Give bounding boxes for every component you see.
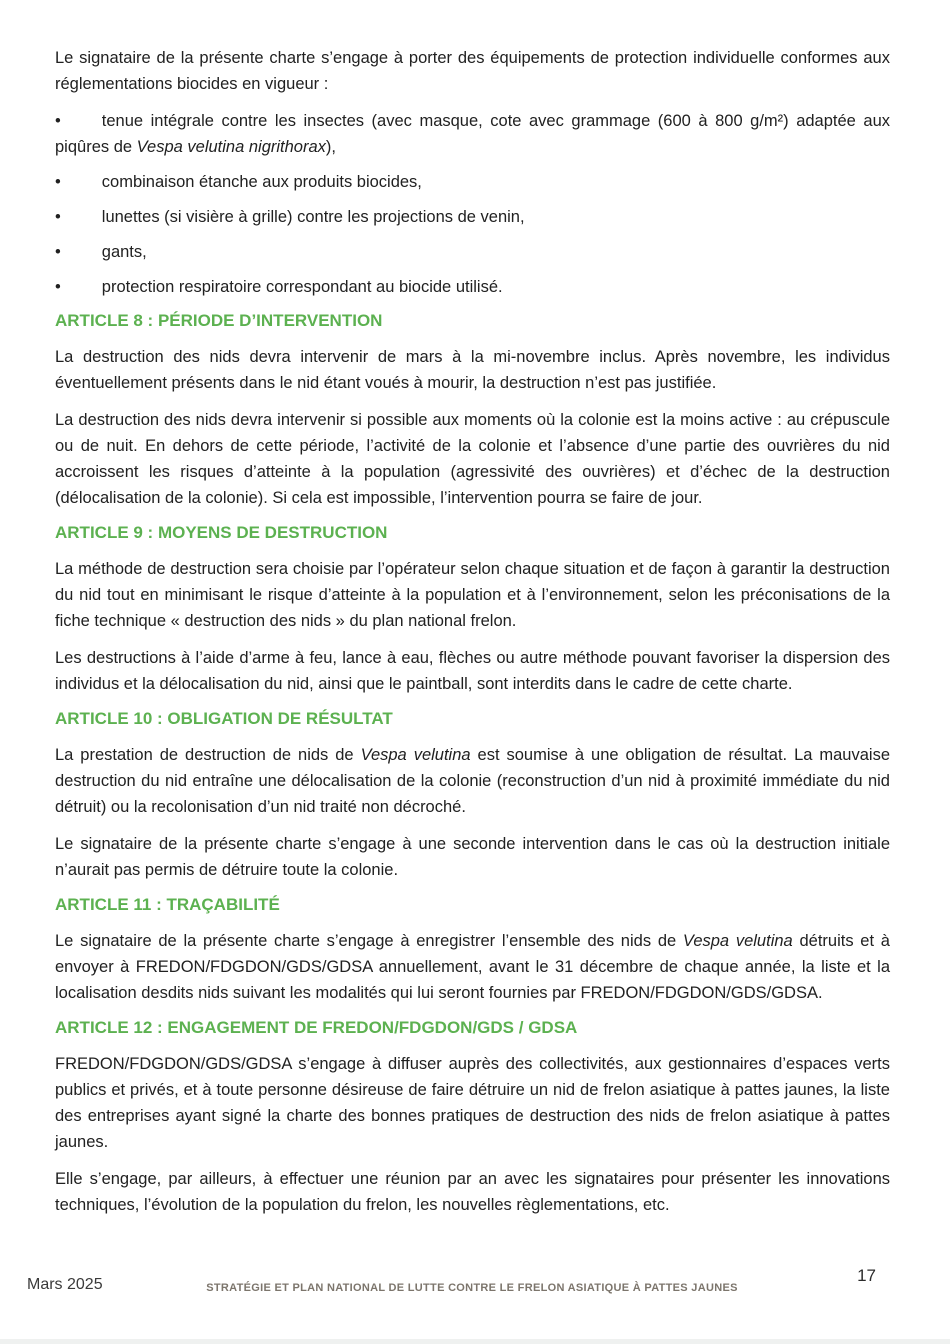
bullet-item-protection-respiratoire — [55, 274, 890, 300]
article-10-paragraph-2: Le signataire de la présente charte s’engage à une seconde intervention dans le cas où la destruction initiale n’aurait pas permis de détruire toute la colonie. — [55, 835, 890, 879]
article-12-paragraph-2: Elle s’engage, par ailleurs, à effectuer une réunion par an avec les signataires pour présenter les innovations techniques, l’évolution de la population du frelon, les nouvelles règlementations, etc. — [55, 1170, 890, 1214]
species-name-italic: Vespa velutina — [360, 746, 471, 764]
article-8-paragraph-1: La destruction des nids devra intervenir de mars à la mi-novembre inclus. Après novembre, les individus éventuellement présents dans le nid étant voués à mourir, la destruction n’est pas justifiée. — [55, 348, 890, 392]
article-11-paragraph-1 — [55, 928, 890, 1006]
paragraph-text: La prestation de destruction de nids de — [55, 746, 361, 764]
article-11-heading: ARTICLE 11 : TRAÇABILITÉ — [55, 895, 280, 914]
bullet-text: tenue intégrale contre les insectes (avec masque, cote avec grammage (600 à 800 g/m²) adaptée aux piqûres de — [55, 112, 890, 156]
species-name-italic: Vespa velutina — [682, 932, 793, 950]
bullet-text: lunettes (si visière à grille) contre les projections de venin, — [101, 208, 525, 226]
bullet-icon: • — [55, 278, 61, 296]
bullet-item-lunettes — [55, 204, 890, 230]
bullet-text: ), — [325, 138, 336, 156]
bullet-item-tenue — [55, 108, 890, 160]
bullet-icon: • — [55, 208, 61, 226]
bullet-text: protection respiratoire correspondant au biocide utilisé. — [101, 278, 503, 296]
bullet-text: combinaison étanche aux produits biocides, — [101, 173, 422, 191]
article-9-heading: ARTICLE 9 : MOYENS DE DESTRUCTION — [55, 523, 388, 542]
bullet-icon: • — [55, 173, 61, 191]
species-name-italic: Vespa velutina nigrithorax — [136, 138, 326, 156]
article-8-paragraph-2: La destruction des nids devra intervenir si possible aux moments où la colonie est la moins active : au crépuscule ou de nuit. En dehors de cette période, l’activité de la colonie et l’absence d’une partie des ouvrières du nid accroissent les risques d’atteinte à la population (agressivité des ouvrières) et d’échec de la destruction (délocalisation de la colonie). Si cela est impossible, l’intervention pourra se faire de jour. — [55, 411, 890, 507]
paragraph-text: détruits et à envoyer à FREDON/FDGDON/GDS/GDSA annuellement, avant le 31 décembre de chaque année, la liste et la localisation desdits nids suivant les modalités qui lui seront fournies par FREDON/FDGDON/GDS/GDSA. — [55, 932, 890, 1002]
page-number: 17 — [857, 1266, 876, 1285]
article-10-paragraph-1 — [55, 742, 890, 820]
bullet-item-gants — [55, 239, 890, 265]
article-10-heading: ARTICLE 10 : OBLIGATION DE RÉSULTAT — [55, 709, 393, 728]
bullet-icon: • — [55, 112, 61, 130]
article-8-heading: ARTICLE 8 : PÉRIODE D’INTERVENTION — [55, 311, 383, 330]
intro-paragraph: Le signataire de la présente charte s’engage à porter des équipements de protection individuelle conformes aux réglementations biocides en vigueur : — [55, 49, 890, 93]
footer-date: Mars 2025 — [27, 1276, 103, 1293]
article-12-heading: ARTICLE 12 : ENGAGEMENT DE FREDON/FDGDON/GDS / GDSA — [55, 1018, 578, 1037]
paragraph-text: est soumise à une obligation de résultat. La mauvaise destruction du nid entraîne une délocalisation de la colonie (reconstruction d’un nid à proximité immédiate du nid détruit) ou la recolonisation d’un nid traité non décroché. — [55, 746, 890, 816]
bullet-item-combinaison — [55, 169, 890, 195]
document-body — [55, 45, 890, 1229]
article-12-paragraph-1: FREDON/FDGDON/GDS/GDSA s’engage à diffuser auprès des collectivités, aux gestionnaires d’espaces verts publics et privés, et à toute personne désireuse de faire détruire un nid de frelon asiatique à pattes jaunes, la liste des entreprises ayant signé la charte des bonnes pratiques de destruction des nids de frelon asiatique à pattes jaunes. — [55, 1055, 890, 1151]
paragraph-text: Le signataire de la présente charte s’engage à enregistrer l’ensemble des nids de — [55, 932, 683, 950]
page-bottom-edge — [0, 1339, 950, 1344]
footer-running-title: STRATÉGIE ET PLAN NATIONAL DE LUTTE CONTRE LE FRELON ASIATIQUE À PATTES JAUNES — [206, 1282, 738, 1294]
article-9-paragraph-1: La méthode de destruction sera choisie par l’opérateur selon chaque situation et de façon à garantir la destruction du nid tout en minimisant le risque d’atteinte à la population et à l’environnement, selon les préconisations de la fiche technique « destruction des nids » du plan national frelon. — [55, 560, 890, 630]
bullet-icon: • — [55, 243, 61, 261]
bullet-text: gants, — [101, 243, 147, 261]
article-9-paragraph-2: Les destructions à l’aide d’arme à feu, lance à eau, flèches ou autre méthode pouvant favoriser la dispersion des individus et la délocalisation du nid, ainsi que le paintball, sont interdits dans le cadre de cette charte. — [55, 649, 890, 693]
